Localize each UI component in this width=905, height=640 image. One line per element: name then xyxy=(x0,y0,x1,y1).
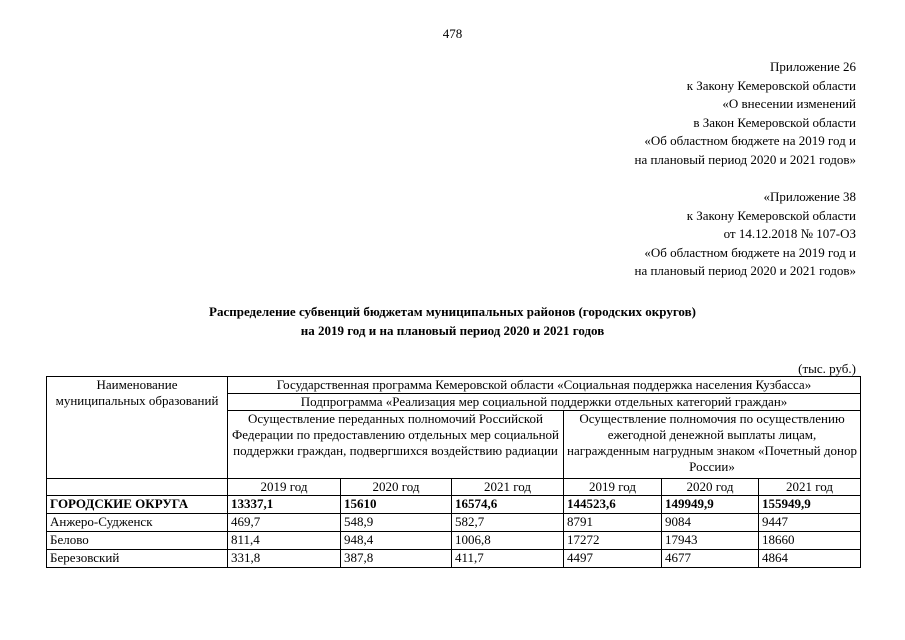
row-value: 411,7 xyxy=(452,550,564,568)
row-value: 17272 xyxy=(564,532,662,550)
year-header: 2020 год xyxy=(341,479,452,496)
row-value: 331,8 xyxy=(228,550,341,568)
col-group-radiation: Осуществление переданных полномочий Российской Федерации по предоставлению отдельных мер социальной поддержки граждан, подвергшихся воздействию радиации xyxy=(228,411,564,479)
subvention-table xyxy=(46,376,861,568)
appendix-26-line: на плановый период 2020 и 2021 годов» xyxy=(634,151,856,167)
appendix-38-line: на плановый период 2020 и 2021 годов» xyxy=(634,263,856,278)
row-name: ГОРОДСКИЕ ОКРУГА xyxy=(47,496,228,514)
row-value: 387,8 xyxy=(341,550,452,568)
row-value: 4497 xyxy=(564,550,662,568)
row-value: 582,7 xyxy=(452,514,564,532)
row-value: 155949,9 xyxy=(759,496,861,514)
appendix-26-line: «О внесении изменений xyxy=(722,96,856,111)
row-value: 17943 xyxy=(662,532,759,550)
title-line-2: на 2019 год и на плановый период 2020 и 2021 годов xyxy=(300,323,605,338)
appendix-38-line: «Об областном бюджете на 2019 год и xyxy=(644,244,856,260)
row-value: 9084 xyxy=(662,514,759,532)
row-value: 144523,6 xyxy=(564,496,662,514)
appendix-26-block xyxy=(635,58,857,169)
table-row xyxy=(47,550,861,568)
table-row xyxy=(47,496,861,514)
row-value: 4864 xyxy=(759,550,861,568)
row-value: 9447 xyxy=(759,514,861,532)
subprogram-header: Подпрограмма «Реализация мер социальной поддержки отдельных категорий граждан» xyxy=(228,394,861,411)
year-header: 2021 год xyxy=(452,479,564,496)
year-header: 2020 год xyxy=(662,479,759,496)
row-value: 13337,1 xyxy=(228,496,341,514)
row-value: 948,4 xyxy=(341,532,452,550)
table-row xyxy=(47,514,861,532)
table-row xyxy=(47,532,861,550)
row-value: 18660 xyxy=(759,532,861,550)
year-header: 2019 год xyxy=(564,479,662,496)
appendix-38-line: к Закону Кемеровской области xyxy=(686,207,856,223)
row-value: 16574,6 xyxy=(452,496,564,514)
appendix-26-line: в Закон Кемеровской области xyxy=(693,114,856,130)
name-column-header: Наименование муниципальных образований xyxy=(47,377,228,479)
year-header: 2019 год xyxy=(228,479,341,496)
row-value: 4677 xyxy=(662,550,759,568)
appendix-26-line: «Об областном бюджете на 2019 год и xyxy=(644,133,856,148)
title-line-1: Распределение субвенций бюджетам муниципальных районов (городских округов) xyxy=(209,304,696,319)
units-label: (тыс. руб.) xyxy=(798,361,856,376)
document-title xyxy=(0,302,905,340)
appendix-26-line: к Закону Кемеровской области xyxy=(686,77,856,93)
appendix-26-line: Приложение 26 xyxy=(769,59,856,74)
year-header: 2021 год xyxy=(759,479,861,496)
row-value: 15610 xyxy=(341,496,452,514)
row-value: 1006,8 xyxy=(452,532,564,550)
appendix-38-line: от 14.12.2018 № 107-ОЗ xyxy=(723,226,856,241)
row-value: 811,4 xyxy=(228,532,341,550)
page-number: 478 xyxy=(442,26,463,41)
appendix-38-line: «Приложение 38 xyxy=(763,189,856,204)
row-name: Анжеро-Судженск xyxy=(47,514,228,532)
empty-header-cell xyxy=(47,479,228,496)
row-value: 8791 xyxy=(564,514,662,532)
row-value: 149949,9 xyxy=(662,496,759,514)
row-value: 548,9 xyxy=(341,514,452,532)
program-header: Государственная программа Кемеровской области «Социальная поддержка населения Кузбасса» xyxy=(228,377,861,394)
appendix-38-block xyxy=(635,188,857,281)
row-value: 469,7 xyxy=(228,514,341,532)
row-name: Белово xyxy=(47,532,228,550)
row-name: Березовский xyxy=(47,550,228,568)
col-group-donor: Осуществление полномочия по осуществлению ежегодной денежной выплаты лицам, награжденным нагрудным знаком «Почетный донор России» xyxy=(564,411,861,479)
